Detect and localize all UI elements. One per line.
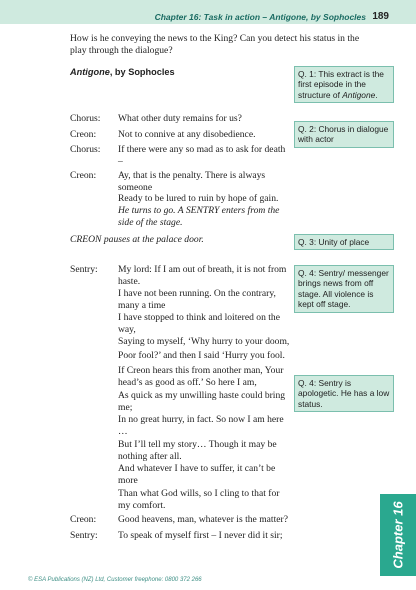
dialogue-line: I have stopped to think and loitered on the way, [118, 312, 280, 335]
margin-note-q1 [294, 66, 394, 103]
dialogue-line: Ready to be lured to ruin by hope of gain. [118, 193, 279, 204]
dialogue-line: If there were any so mad as to ask for death – [118, 144, 286, 167]
dialogue-line: As quick as my unwilling haste could bring me; [118, 390, 286, 413]
chapter-side-tab [380, 494, 416, 576]
dialogue-line: If Creon hears this from another man, Your head’s as good as off.’ So here I am, [118, 365, 284, 388]
dialogue-line: Not to connive at any disobedience. [118, 129, 256, 140]
dialogue-line: Ay, that is the penalty. There is always someone [118, 170, 266, 193]
intro-question: How is he conveying the news to the King? Can you detect his status in the play through the dialogue? [70, 33, 360, 56]
chapter-running-title: Chapter 16: Task in action – Antigone, by Sophocles [154, 12, 366, 22]
margin-note-q2: Q. 2: Chorus in dialogue with actor [294, 121, 394, 148]
stage-direction: He turns to go. A SENTRY enters from the side of the stage. [118, 205, 280, 228]
dialogue-line: Poor fool?’ and then I said ‘Hurry you fool. [118, 350, 285, 361]
footer-copyright: © ESA Publications (NZ) Ltd, Customer freephone: 0800 372 266 [28, 577, 202, 583]
dialogue-line: I have not been running. On the contrary, many a time [118, 288, 276, 311]
speaker-label: Chorus: [70, 144, 101, 155]
note-text: . [375, 89, 378, 100]
speaker-label: Chorus: [70, 113, 101, 124]
speaker-label: Creon: [70, 170, 97, 181]
margin-note-q4-status: Q. 4: Sentry is apologetic. He has a low status. [294, 375, 394, 412]
stage-direction: CREON pauses at the palace door. [70, 234, 204, 245]
speaker-label: Creon: [70, 129, 97, 140]
dialogue-line: Saying to myself, ‘Why hurry to your doom, [118, 336, 290, 347]
dialogue-line: And whatever I have to suffer, it can’t be more [118, 463, 276, 486]
play-title: Antigone [70, 67, 110, 77]
dialogue-line: To speak of myself first – I never did it sir; [118, 530, 283, 541]
dialogue-line: Good heavens, man, whatever is the matter? [118, 514, 288, 525]
dialogue-line: Than what God wills, so I cling to that for my comfort. [118, 488, 280, 511]
speaker-label: Sentry: [70, 264, 98, 275]
speaker-label: Sentry: [70, 530, 98, 541]
page-number: 189 [372, 11, 389, 22]
note-text: Q. 1: This extract is the first episode in the structure of [298, 69, 384, 100]
margin-note-q4-messenger: Q. 4: Sentry/ messenger brings news from off stage. All violence is kept off stage. [294, 265, 394, 313]
margin-note-q3: Q. 3: Unity of place [294, 234, 394, 250]
dialogue-line: My lord: If I am out of breath, it is not from haste. [118, 264, 287, 287]
note-italic: Antigone [342, 89, 376, 100]
speaker-label: Creon: [70, 514, 97, 525]
chapter-tab-label: Chapter 16 [390, 501, 406, 569]
dialogue-line: In no great hurry, in fact. So now I am here … [118, 414, 284, 437]
dialogue-line: What other duty remains for us? [118, 113, 242, 124]
extract-title [70, 66, 175, 78]
play-author: , by Sophocles [109, 67, 175, 77]
dialogue-line: But I’ll tell my story… Though it may be nothing after all. [118, 439, 277, 462]
